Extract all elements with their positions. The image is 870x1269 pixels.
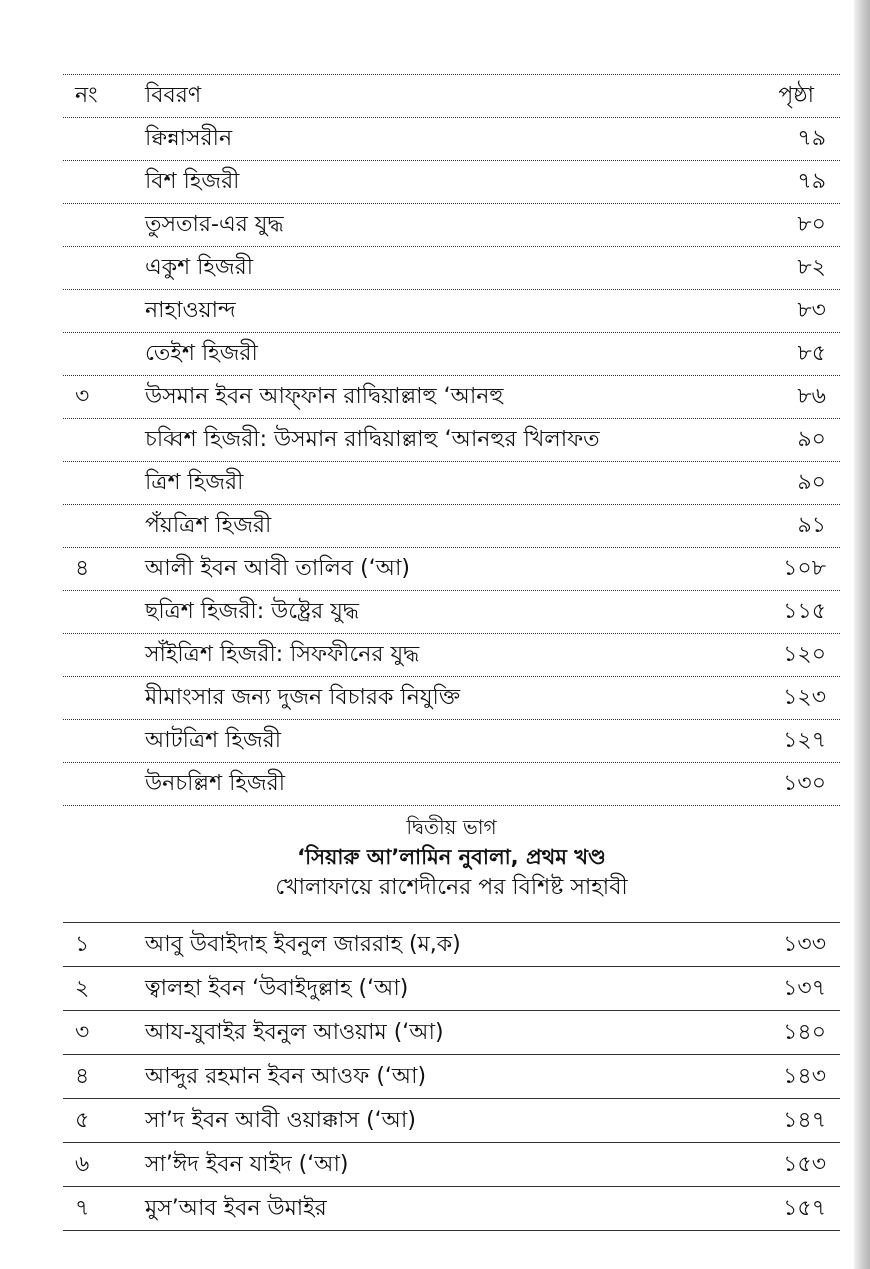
row-page: ৮৬ [797,384,826,409]
row-num: ৬ [75,1152,90,1177]
row-page: ৯১ [797,513,826,538]
section-heading [63,812,840,904]
toc-row [63,922,840,967]
book-title: ‘সিয়ারু আ’লামিন নুবালা, প্রথম খণ্ড [297,845,606,869]
row-title: ছত্রিশ হিজরী: উষ্ট্রের যুদ্ধ [145,599,360,624]
header-num: নং [75,83,98,108]
toc-row [63,720,840,763]
row-page: ৯০ [797,470,826,495]
row-title: পঁয়ত্রিশ হিজরী [145,513,272,538]
row-num: ৪ [75,1064,90,1089]
row-page: ৭৯ [797,169,826,194]
toc-header-row [63,74,840,118]
toc-row [63,1055,840,1099]
row-page: ১২৭ [783,728,826,753]
row-page: ৮৫ [797,341,826,366]
row-title: আয-যুবাইর ইবনুল আওয়াম (‘আ) [145,1020,444,1045]
row-num: ২ [75,976,90,1001]
row-title: চব্বিশ হিজরী: উসমান রাদ্বিয়াল্লাহু ‘আনহুর খিলাফত [145,427,600,452]
toc-row [63,1011,840,1055]
row-title: তুসতার-এর যুদ্ধ [145,212,284,237]
header-page: পৃষ্ঠা [778,83,814,108]
toc-row [63,677,840,720]
toc-row [63,290,840,333]
row-page: ৮২ [797,255,826,280]
row-title: উনচল্লিশ হিজরী [145,771,286,796]
row-title: সা’দ ইবন আবী ওয়াক্কাস (‘আ) [145,1108,416,1133]
row-page: ৮৩ [797,298,826,323]
row-title: সাঁইত্রিশ হিজরী: সিফফীনের যুদ্ধ [145,642,420,667]
row-num: ৪ [75,556,90,581]
row-title: আটত্রিশ হিজরী [145,728,282,753]
toc-row [63,634,840,677]
row-page: ১২৩ [783,685,826,710]
toc-row [63,967,840,1011]
row-title: তেইশ হিজরী [145,341,258,366]
row-title: উসমান ইবন আফ্ফান রাদ্বিয়াল্লাহু ‘আনহু [145,384,504,409]
row-title: ত্বালহা ইবন ‘উবাইদুল্লাহ (‘আ) [145,976,409,1001]
row-page: ১৪০ [783,1020,826,1045]
toc-row [63,333,840,376]
row-num: ৭ [75,1196,90,1221]
toc-row [63,591,840,634]
header-title: বিবরণ [145,83,202,108]
row-title: আবু উবাইদাহ ইবনুল জাররাহ (ম,ক) [145,932,461,957]
toc-table-part2 [63,922,840,1231]
toc-row [63,376,840,419]
row-num: ৩ [75,384,90,409]
toc-row [63,1187,840,1231]
row-title: ক্বিন্নাসরীন [145,126,233,151]
row-page: ১১৫ [783,599,826,624]
row-title: ত্রিশ হিজরী [145,470,244,495]
row-title: আলী ইবন আবী তালিব (‘আ) [145,556,410,581]
row-title: আব্দুর রহমান ইবন আওফ (‘আ) [145,1064,427,1089]
toc-row [63,419,840,462]
toc-row [63,548,840,591]
toc-row [63,1143,840,1187]
row-page: ১০৮ [783,556,826,581]
toc-row [63,161,840,204]
row-page: ৭৯ [797,126,826,151]
section-subtitle: খোলাফায়ে রাশেদীনের পর বিশিষ্ট সাহাবী [275,875,628,900]
toc-row [63,118,840,161]
toc-row [63,204,840,247]
row-num: ১ [75,932,90,957]
row-page: ১৩০ [783,771,826,796]
toc-row [63,505,840,548]
row-title: নাহাওয়ান্দ [145,298,236,323]
row-page: ১৩৭ [783,976,826,1001]
row-page: ৮০ [797,212,826,237]
row-page: ৯০ [797,427,826,452]
toc-row [63,462,840,505]
row-title: মীমাংসার জন্য দুজন বিচারক নিযুক্তি [145,685,461,710]
toc-row [63,763,840,806]
row-title: মুস’আব ইবন উমাইর [145,1196,327,1221]
page-edge-shadow [854,0,870,1269]
part-label: দ্বিতীয় ভাগ [406,815,497,839]
row-page: ১৩৩ [783,932,826,957]
toc-table-part1 [63,74,840,806]
row-page: ১৫৩ [783,1152,826,1177]
row-page: ১৪৭ [783,1108,826,1133]
row-page: ১২০ [783,642,826,667]
toc-row [63,247,840,290]
row-page: ১৫৭ [783,1196,826,1221]
row-title: বিশ হিজরী [145,169,240,194]
row-num: ৩ [75,1020,90,1045]
row-title: একুশ হিজরী [145,255,254,280]
row-page: ১৪৩ [783,1064,826,1089]
toc-row [63,1099,840,1143]
row-num: ৫ [75,1108,90,1133]
row-title: সা’ঈদ ইবন যাইদ (‘আ) [145,1152,349,1177]
